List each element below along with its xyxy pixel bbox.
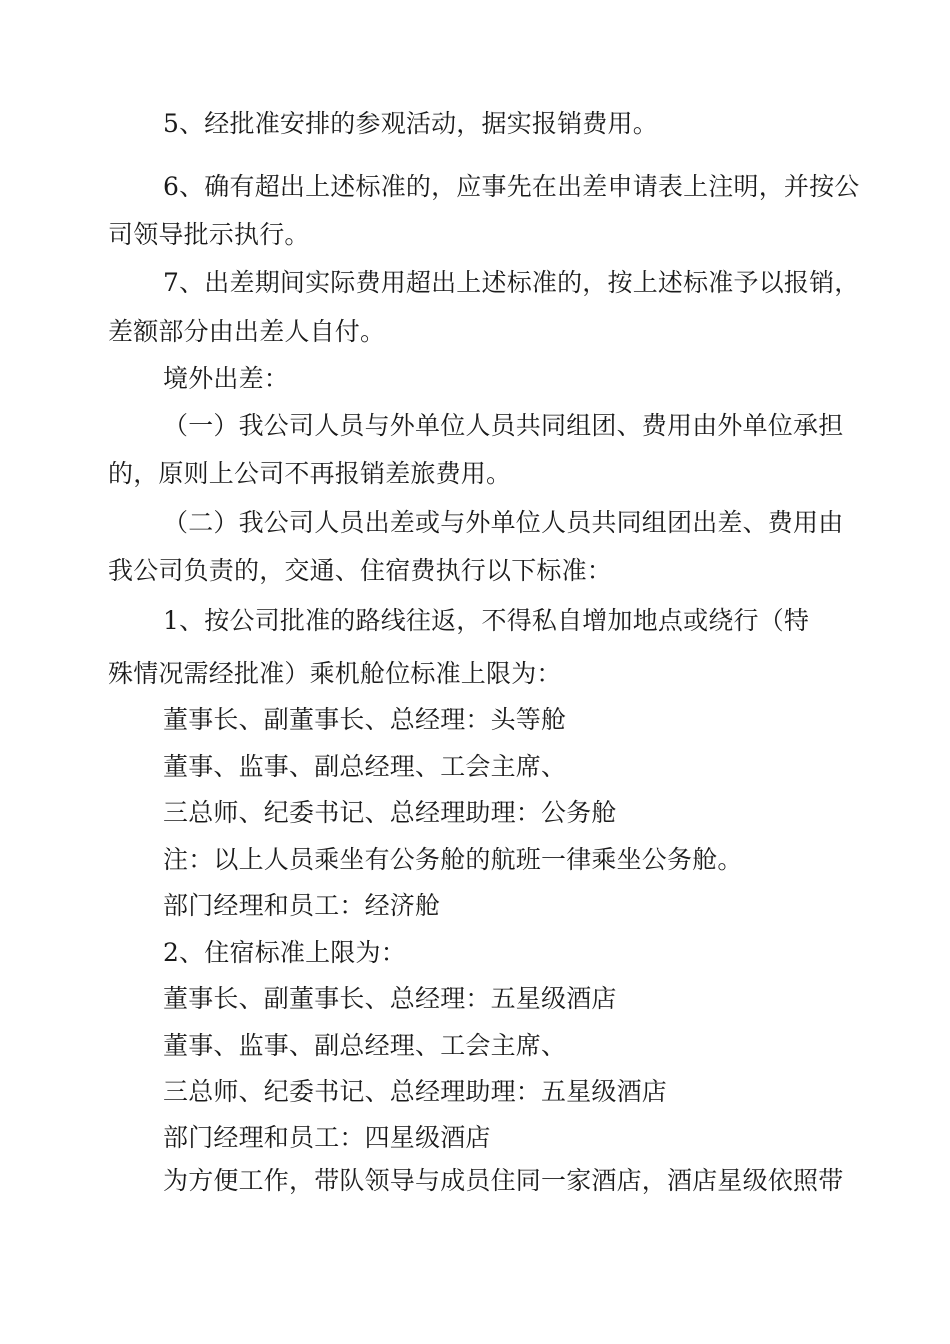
list-line: 三总师、纪委书记、总经理助理：五星级酒店 <box>163 1077 668 1106</box>
note-line: 注：以上人员乘坐有公务舱的航班一律乘坐公务舱。 <box>163 845 743 874</box>
paragraph-line: 殊情况需经批准）乘机舱位标准上限为： <box>108 659 562 688</box>
paragraph-line: 1、按公司批准的路线往返，不得私自增加地点或绕行（特 <box>163 606 810 635</box>
list-line: 三总师、纪委书记、总经理助理：公务舱 <box>163 798 617 827</box>
paragraph-line: 为方便工作，带队领导与成员住同一家酒店，酒店星级依照带 <box>163 1166 844 1195</box>
list-line: 董事、监事、副总经理、工会主席、 <box>163 752 567 781</box>
section-heading: 境外出差： <box>163 364 290 393</box>
list-line: 2、住宿标准上限为： <box>163 938 406 967</box>
paragraph-line: 司领导批示执行。 <box>108 220 310 249</box>
paragraph-line: 5、经批准安排的参观活动，据实报销费用。 <box>163 109 658 138</box>
list-line: 董事、监事、副总经理、工会主席、 <box>163 1031 567 1060</box>
paragraph-line: 我公司负责的，交通、住宿费执行以下标准： <box>108 556 613 585</box>
paragraph-line: 6、确有超出上述标准的，应事先在出差申请表上注明，并按公 <box>163 172 860 201</box>
paragraph-line: 差额部分由出差人自付。 <box>108 317 386 346</box>
paragraph-line: 的，原则上公司不再报销差旅费用。 <box>108 459 512 488</box>
paragraph-line: 7、出差期间实际费用超出上述标准的，按上述标准予以报销， <box>163 268 860 297</box>
list-line: 董事长、副董事长、总经理：五星级酒店 <box>163 984 617 1013</box>
list-line: 部门经理和员工：经济舱 <box>163 891 441 920</box>
list-line: 部门经理和员工：四星级酒店 <box>163 1123 491 1152</box>
list-line: 董事长、副董事长、总经理：头等舱 <box>163 705 567 734</box>
paragraph-line: （二）我公司人员出差或与外单位人员共同组团出差、费用由 <box>163 508 844 537</box>
paragraph-line: （一）我公司人员与外单位人员共同组团、费用由外单位承担 <box>163 411 844 440</box>
